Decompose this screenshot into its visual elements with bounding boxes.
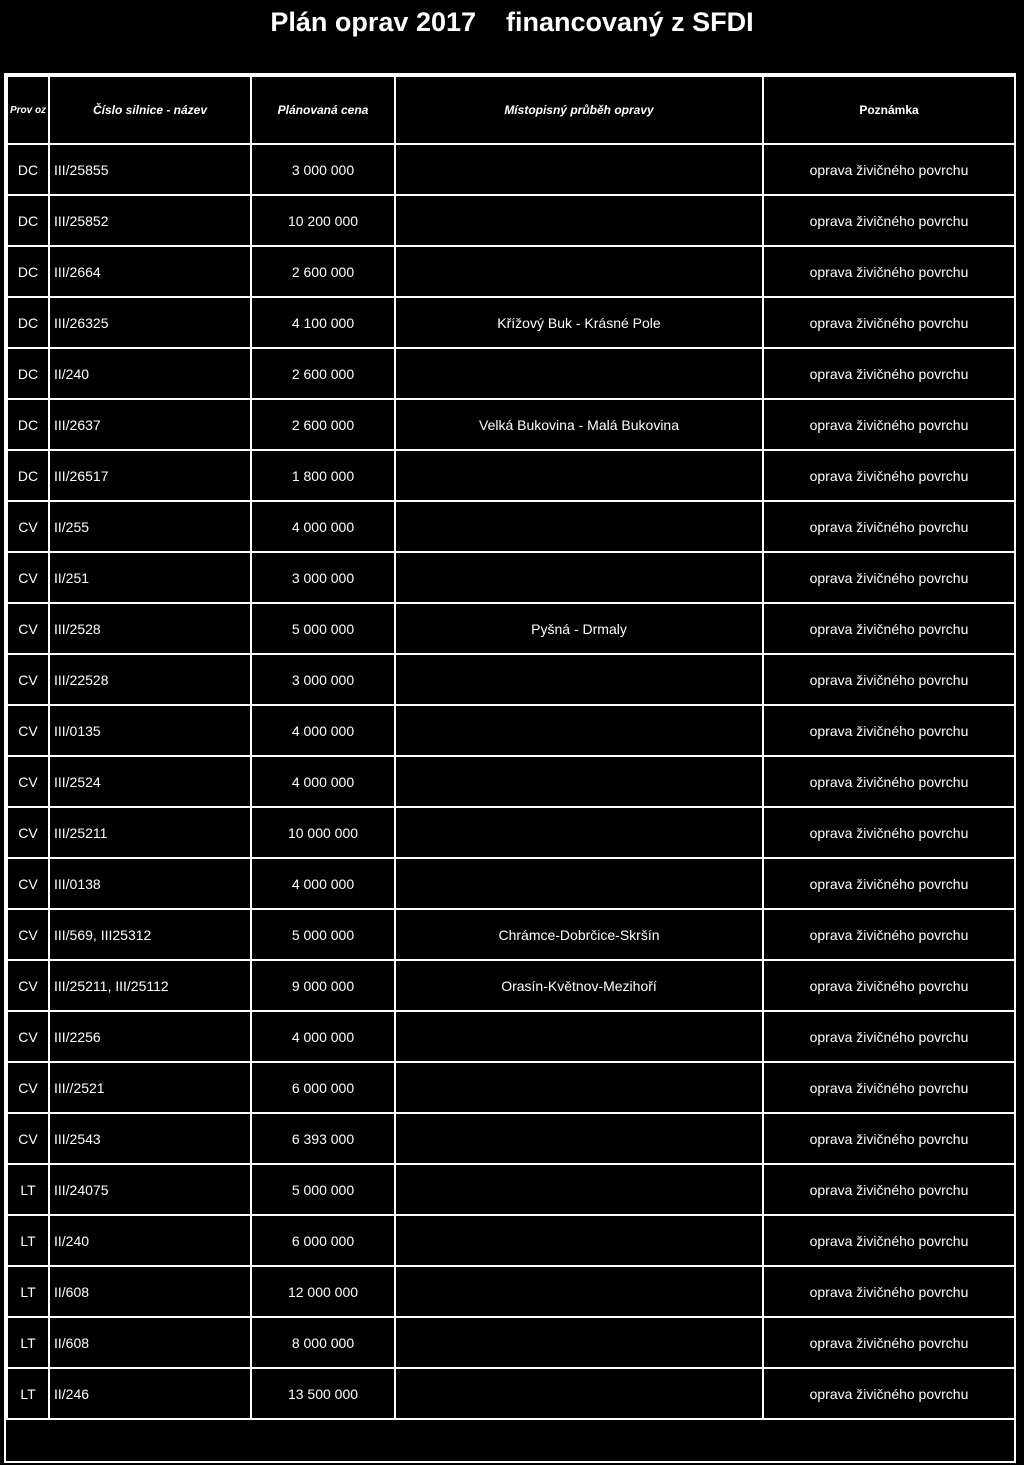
cell-prov-oz: LT: [7, 1164, 49, 1215]
cell-prov-oz: CV: [7, 705, 49, 756]
header-mistopisny-prubeh: Místopisný průběh opravy: [395, 76, 763, 144]
cell-prov-oz: CV: [7, 501, 49, 552]
cell-cislo-silnice: III/2637: [49, 399, 251, 450]
cell-mistopisny-prubeh: [395, 1113, 763, 1164]
cell-prov-oz: CV: [7, 1113, 49, 1164]
cell-prov-oz: LT: [7, 1317, 49, 1368]
cell-mistopisny-prubeh: [395, 246, 763, 297]
cell-prov-oz: CV: [7, 1011, 49, 1062]
cell-planovana-cena: 10 200 000: [251, 195, 395, 246]
cell-cislo-silnice: III//2521: [49, 1062, 251, 1113]
table-row: [7, 1113, 1015, 1164]
cell-cislo-silnice: III/25855: [49, 144, 251, 195]
cell-mistopisny-prubeh: [395, 858, 763, 909]
table-row: [7, 603, 1015, 654]
cell-poznamka: oprava živičného povrchu: [763, 1011, 1015, 1062]
table-row: [7, 960, 1015, 1011]
cell-poznamka: oprava živičného povrchu: [763, 960, 1015, 1011]
table-row: [7, 1164, 1015, 1215]
cell-poznamka: oprava živičného povrchu: [763, 1113, 1015, 1164]
cell-prov-oz: DC: [7, 450, 49, 501]
cell-planovana-cena: 3 000 000: [251, 654, 395, 705]
cell-prov-oz: DC: [7, 144, 49, 195]
cell-prov-oz: DC: [7, 399, 49, 450]
table-row: [7, 1011, 1015, 1062]
cell-planovana-cena: 4 100 000: [251, 297, 395, 348]
cell-poznamka: oprava živičného povrchu: [763, 1368, 1015, 1419]
cell-cislo-silnice: III/569, III25312: [49, 909, 251, 960]
cell-prov-oz: CV: [7, 960, 49, 1011]
cell-mistopisny-prubeh: [395, 144, 763, 195]
cell-mistopisny-prubeh: Pyšná - Drmaly: [395, 603, 763, 654]
cell-mistopisny-prubeh: [395, 1011, 763, 1062]
cell-prov-oz: CV: [7, 858, 49, 909]
cell-mistopisny-prubeh: [395, 705, 763, 756]
cell-mistopisny-prubeh: [395, 348, 763, 399]
cell-prov-oz: CV: [7, 552, 49, 603]
cell-planovana-cena: 5 000 000: [251, 603, 395, 654]
cell-prov-oz: DC: [7, 195, 49, 246]
cell-cislo-silnice: III/2256: [49, 1011, 251, 1062]
repair-plan-table: [4, 73, 1016, 1463]
cell-prov-oz: DC: [7, 297, 49, 348]
cell-planovana-cena: 12 000 000: [251, 1266, 395, 1317]
cell-poznamka: oprava živičného povrchu: [763, 909, 1015, 960]
cell-cislo-silnice: III/22528: [49, 654, 251, 705]
cell-cislo-silnice: II/240: [49, 348, 251, 399]
cell-planovana-cena: 5 000 000: [251, 1164, 395, 1215]
cell-cislo-silnice: II/608: [49, 1317, 251, 1368]
cell-mistopisny-prubeh: Orasín-Květnov-Mezihoří: [395, 960, 763, 1011]
cell-poznamka: oprava živičného povrchu: [763, 1266, 1015, 1317]
cell-cislo-silnice: III/2528: [49, 603, 251, 654]
cell-cislo-silnice: III/26325: [49, 297, 251, 348]
table-row: [7, 450, 1015, 501]
cell-prov-oz: LT: [7, 1215, 49, 1266]
page-title: Plán oprav 2017 financovaný z SFDI: [270, 7, 754, 37]
cell-planovana-cena: 2 600 000: [251, 399, 395, 450]
cell-prov-oz: CV: [7, 756, 49, 807]
table-body: [7, 144, 1015, 1419]
cell-poznamka: oprava živičného povrchu: [763, 552, 1015, 603]
cell-poznamka: oprava živičného povrchu: [763, 756, 1015, 807]
cell-mistopisny-prubeh: [395, 1266, 763, 1317]
cell-cislo-silnice: III/25211: [49, 807, 251, 858]
table-row: [7, 552, 1015, 603]
cell-cislo-silnice: II/608: [49, 1266, 251, 1317]
table-row: [7, 1062, 1015, 1113]
table-row: [7, 1266, 1015, 1317]
table-row: [7, 705, 1015, 756]
cell-poznamka: oprava živičného povrchu: [763, 297, 1015, 348]
cell-cislo-silnice: III/2524: [49, 756, 251, 807]
cell-planovana-cena: 4 000 000: [251, 858, 395, 909]
table: [6, 75, 1016, 1420]
table-row: [7, 246, 1015, 297]
cell-cislo-silnice: III/26517: [49, 450, 251, 501]
cell-prov-oz: DC: [7, 246, 49, 297]
cell-mistopisny-prubeh: [395, 450, 763, 501]
cell-mistopisny-prubeh: Chrámce-Dobrčice-Skršín: [395, 909, 763, 960]
table-header-row: [7, 76, 1015, 144]
cell-poznamka: oprava živičného povrchu: [763, 1215, 1015, 1266]
cell-prov-oz: DC: [7, 348, 49, 399]
cell-poznamka: oprava živičného povrchu: [763, 450, 1015, 501]
cell-mistopisny-prubeh: [395, 1215, 763, 1266]
cell-cislo-silnice: II/255: [49, 501, 251, 552]
cell-mistopisny-prubeh: [395, 1368, 763, 1419]
cell-planovana-cena: 6 000 000: [251, 1215, 395, 1266]
cell-prov-oz: LT: [7, 1368, 49, 1419]
cell-mistopisny-prubeh: [395, 807, 763, 858]
cell-cislo-silnice: III/25211, III/25112: [49, 960, 251, 1011]
cell-planovana-cena: 4 000 000: [251, 1011, 395, 1062]
cell-mistopisny-prubeh: [395, 501, 763, 552]
table-row: [7, 1368, 1015, 1419]
cell-planovana-cena: 4 000 000: [251, 756, 395, 807]
table-row: [7, 1215, 1015, 1266]
cell-mistopisny-prubeh: [395, 654, 763, 705]
cell-poznamka: oprava živičného povrchu: [763, 1164, 1015, 1215]
cell-planovana-cena: 13 500 000: [251, 1368, 395, 1419]
cell-planovana-cena: 6 393 000: [251, 1113, 395, 1164]
cell-planovana-cena: 3 000 000: [251, 144, 395, 195]
cell-cislo-silnice: II/246: [49, 1368, 251, 1419]
cell-planovana-cena: 3 000 000: [251, 552, 395, 603]
cell-prov-oz: CV: [7, 654, 49, 705]
cell-poznamka: oprava živičného povrchu: [763, 1062, 1015, 1113]
cell-cislo-silnice: III/24075: [49, 1164, 251, 1215]
cell-planovana-cena: 2 600 000: [251, 348, 395, 399]
table-row: [7, 348, 1015, 399]
cell-prov-oz: CV: [7, 909, 49, 960]
header-poznamka: Poznámka: [763, 76, 1015, 144]
table-row: [7, 297, 1015, 348]
cell-poznamka: oprava živičného povrchu: [763, 144, 1015, 195]
cell-mistopisny-prubeh: [395, 1317, 763, 1368]
cell-mistopisny-prubeh: [395, 756, 763, 807]
table-row: [7, 858, 1015, 909]
cell-cislo-silnice: II/240: [49, 1215, 251, 1266]
cell-prov-oz: CV: [7, 603, 49, 654]
table-row: [7, 654, 1015, 705]
cell-planovana-cena: 2 600 000: [251, 246, 395, 297]
cell-mistopisny-prubeh: [395, 552, 763, 603]
cell-mistopisny-prubeh: Velká Bukovina - Malá Bukovina: [395, 399, 763, 450]
cell-mistopisny-prubeh: [395, 1164, 763, 1215]
header-prov-oz: Prov oz: [7, 76, 49, 144]
table-row: [7, 195, 1015, 246]
cell-cislo-silnice: III/2543: [49, 1113, 251, 1164]
table-row: [7, 909, 1015, 960]
table-row: [7, 144, 1015, 195]
table-row: [7, 399, 1015, 450]
cell-mistopisny-prubeh: [395, 1062, 763, 1113]
cell-cislo-silnice: III/2664: [49, 246, 251, 297]
cell-planovana-cena: 1 800 000: [251, 450, 395, 501]
cell-poznamka: oprava živičného povrchu: [763, 807, 1015, 858]
table-row: [7, 807, 1015, 858]
cell-poznamka: oprava živičného povrchu: [763, 348, 1015, 399]
cell-poznamka: oprava živičného povrchu: [763, 858, 1015, 909]
cell-poznamka: oprava živičného povrchu: [763, 705, 1015, 756]
cell-planovana-cena: 4 000 000: [251, 501, 395, 552]
cell-planovana-cena: 6 000 000: [251, 1062, 395, 1113]
cell-cislo-silnice: II/251: [49, 552, 251, 603]
header-planovana-cena: Plánovaná cena: [251, 76, 395, 144]
cell-cislo-silnice: III/25852: [49, 195, 251, 246]
cell-planovana-cena: 10 000 000: [251, 807, 395, 858]
cell-poznamka: oprava živičného povrchu: [763, 195, 1015, 246]
cell-poznamka: oprava živičného povrchu: [763, 1317, 1015, 1368]
table-row: [7, 1317, 1015, 1368]
cell-cislo-silnice: III/0138: [49, 858, 251, 909]
cell-prov-oz: CV: [7, 1062, 49, 1113]
cell-cislo-silnice: III/0135: [49, 705, 251, 756]
cell-mistopisny-prubeh: [395, 195, 763, 246]
cell-mistopisny-prubeh: Křížový Buk - Krásné Pole: [395, 297, 763, 348]
cell-planovana-cena: 8 000 000: [251, 1317, 395, 1368]
header-cislo-silnice: Číslo silnice - název: [49, 76, 251, 144]
cell-planovana-cena: 4 000 000: [251, 705, 395, 756]
table-row: [7, 756, 1015, 807]
cell-poznamka: oprava živičného povrchu: [763, 246, 1015, 297]
cell-prov-oz: CV: [7, 807, 49, 858]
table-row: [7, 501, 1015, 552]
cell-planovana-cena: 9 000 000: [251, 960, 395, 1011]
cell-poznamka: oprava živičného povrchu: [763, 399, 1015, 450]
cell-planovana-cena: 5 000 000: [251, 909, 395, 960]
cell-poznamka: oprava živičného povrchu: [763, 654, 1015, 705]
cell-poznamka: oprava živičného povrchu: [763, 501, 1015, 552]
cell-prov-oz: LT: [7, 1266, 49, 1317]
cell-poznamka: oprava živičného povrchu: [763, 603, 1015, 654]
